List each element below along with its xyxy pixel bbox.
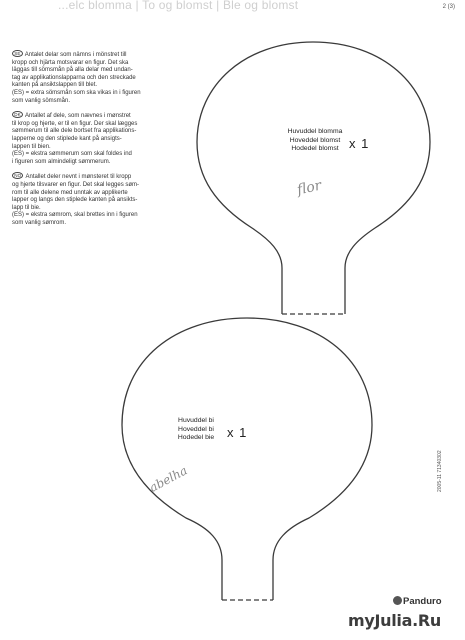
instruction-line: lapp til bie. [12, 204, 41, 211]
flower-quantity: x 1 [349, 136, 370, 151]
instruction-line: Antallet deler nevnt i mønsteret til kropp [25, 174, 132, 181]
instruction-line: til krop og hjerte, er til en figur. Der skal lægges [12, 120, 138, 127]
page-number: 2 (3) [442, 4, 455, 10]
flower-handwritten-note: flor [295, 177, 323, 199]
instruction-line: läggas till sömsmån på alla delar med undan- [12, 67, 133, 74]
document-code: 2005-11 71340302 [437, 450, 443, 492]
instruction-line: lappen til bien. [12, 143, 51, 150]
flower-label-no: Hodedel blomst [291, 145, 339, 153]
instruction-line: som vanlig sömsmån. [12, 97, 71, 104]
bee-label-se: Huvuddel bi [178, 417, 214, 424]
instruction-line: (ES) = ekstra sømrom, skal brettes inn i figuren [12, 212, 138, 219]
bee-label-dk: Hoveddel bi [178, 425, 214, 433]
instruction-line: (ES) = ekstra sømmerum som skal foldes ind [12, 151, 132, 158]
lang-badge-no: NO [12, 172, 23, 179]
bee-label-no: Hodedel bie [177, 434, 215, 442]
site-watermark: myJulia.Ru [348, 611, 442, 630]
faded-header-title: ...elc blomma | To og blomst | Ble og blomst [58, 0, 299, 12]
instruction-line: i figuren som almindeligt sømmerum. [12, 158, 111, 165]
instruction-line: sømmerum til alle dele bortset fra applikations- [12, 128, 137, 135]
lang-badge-se: SE [12, 50, 23, 57]
bee-quantity: x 1 [227, 425, 248, 440]
flower-label-se: Huvuddel blomma [287, 128, 343, 135]
instruction-line: kanten på ansiktslappen till blet. [12, 82, 98, 89]
brand-name: Panduro [403, 596, 442, 607]
instruction-line: som vanlig sømrom. [12, 219, 67, 226]
instruction-line: og hjerte tilsvarer en figur. Det skal legges søm- [12, 181, 140, 188]
bee-pattern-outline [122, 318, 372, 600]
instruction-line: tag av applikationslapparna och den streckade [12, 74, 136, 81]
instruction-line: rom til alle delene med unntak av applikerte [12, 189, 128, 196]
flower-label-dk: Hoveddel blomst [289, 136, 341, 144]
brand-logo [393, 596, 442, 607]
instruction-line: lapperne og den stiplede kant på ansigts- [12, 135, 122, 142]
lang-badge-dk: DK [12, 111, 23, 118]
flower-piece-label [270, 128, 360, 154]
panduro-icon [393, 596, 402, 605]
instruction-line: Antallet af dele, som nævnes i mønstret [24, 113, 131, 120]
instruction-line: (ES) = extra sömsmån som ska vikas in i figuren [12, 89, 141, 96]
bee-piece-label [160, 417, 232, 443]
instruction-line: lapper og langs den stiplede kanten på ansikts- [12, 197, 138, 204]
bee-handwritten-note: abelha [147, 463, 190, 495]
instruction-line: kropp och hjärta motsvarar en figur. Det ska [12, 59, 129, 66]
instruction-line: Antalet delar som nämns i mönstret till [24, 52, 127, 58]
